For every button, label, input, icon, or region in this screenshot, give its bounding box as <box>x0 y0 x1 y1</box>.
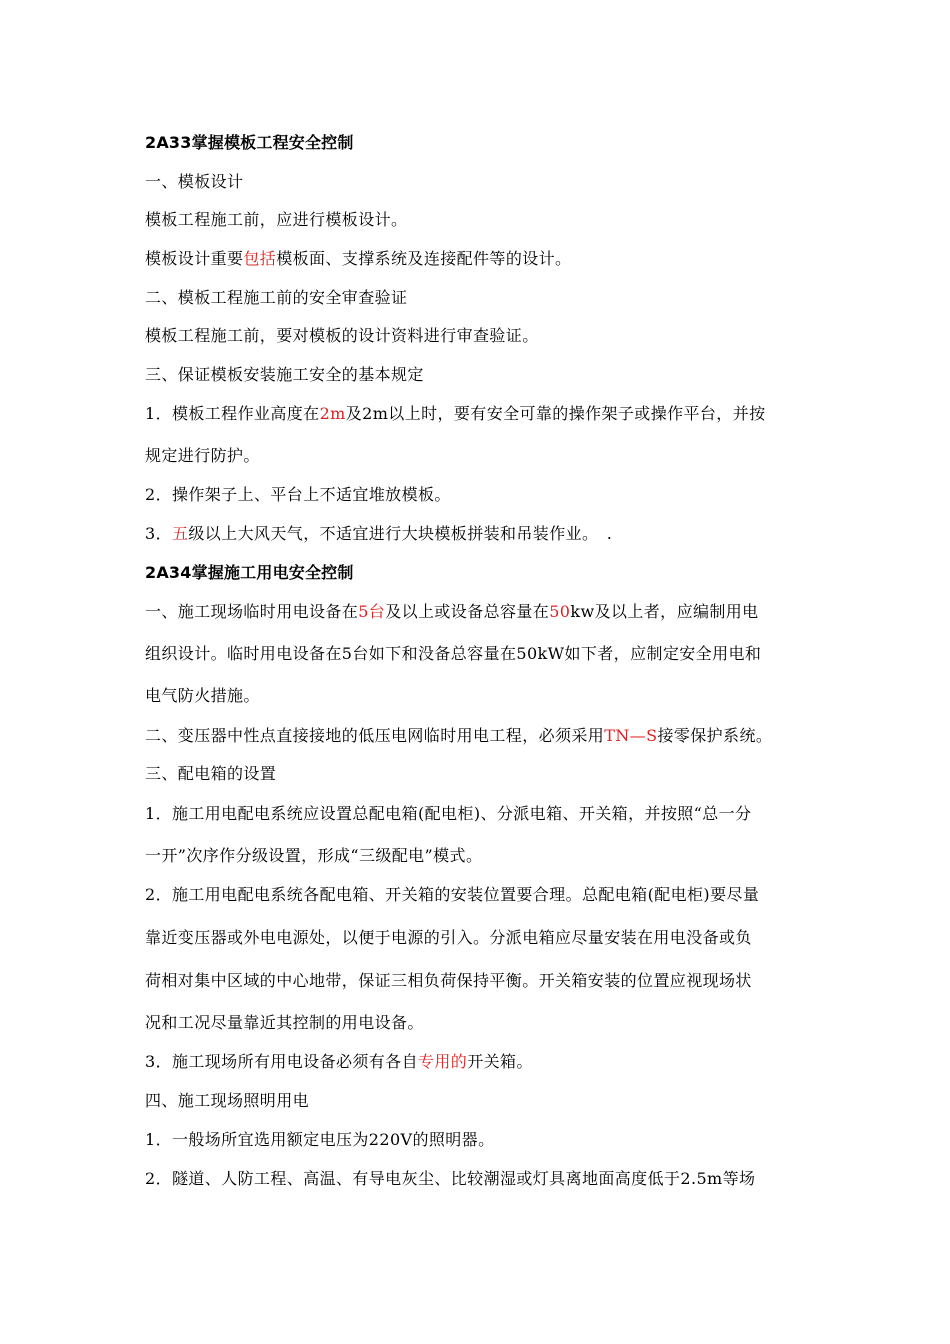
subsection-title-distribution-box: 三、配电箱的设置 <box>145 764 277 783</box>
text-run: 及以上或设备总容量在 <box>385 602 550 621</box>
rule-item <box>145 404 815 424</box>
rule-item: 1．一般场所宜选用额定电压为220V的照明器。 <box>145 1130 495 1149</box>
text-run: 二、变压器中性点直接接地的低压电网临时用电工程，必须采用 <box>145 726 605 745</box>
text-run: 及2m以上时，要有安全可靠的操作架子或操作平台，并按 <box>345 404 766 423</box>
highlight-text: 50 <box>549 602 571 621</box>
text-run: 接零保护系统。 <box>657 726 773 745</box>
rule-item-continued: 一开”次序作分级设置，形成“三级配电”模式。 <box>145 846 483 865</box>
rule-item: 2．操作架子上、平台上不适宜堆放模板。 <box>145 485 451 504</box>
paragraph <box>145 602 815 622</box>
highlight-text: 5台 <box>358 602 386 621</box>
highlight-text: 专用的 <box>417 1052 468 1071</box>
text-run: 模板设计重要 <box>145 249 244 268</box>
rule-item-continued: 靠近变压器或外电电源处，以便于电源的引入。分派电箱应尽量安装在用电没备或负 <box>145 928 752 947</box>
section-heading-2a34: 2A34掌握施工用电安全控制 <box>145 563 354 582</box>
subsection-title-review: 二、模板工程施工前的安全审查验证 <box>145 288 408 307</box>
text-run: 3．施工现场所有用电设备必须有各自 <box>145 1052 418 1071</box>
rule-item-continued: 规定进行防护。 <box>145 446 260 465</box>
paragraph: 模板工程施工前，应进行模板设计。 <box>145 210 408 229</box>
rule-item <box>145 524 815 544</box>
paragraph <box>145 249 815 269</box>
text-run: 1．模板工程作业高度在 <box>145 404 320 423</box>
rule-item: 2．施工用电配电系统各配电箱、开关箱的安装位置要合理。总配电箱(配电柜)要尽量 <box>145 885 760 904</box>
rule-item: 2．隧道、人防工程、高温、有导电灰尘、比较潮湿或灯具离地面高度低于2.5m等场 <box>145 1169 756 1188</box>
paragraph-continued: 组织设计。临时用电设备在5台如下和没备总容量在50kW如下者，应制定安全用电和 <box>145 644 762 663</box>
highlight-text: 五 <box>171 524 189 543</box>
section-heading-2a33: 2A33掌握模板工程安全控制 <box>145 133 354 152</box>
paragraph: 模板工程施工前，要对模板的设计资料进行审查验证。 <box>145 326 539 345</box>
text-run: 开关箱。 <box>467 1052 533 1071</box>
highlight-text: 2m <box>319 404 346 423</box>
highlight-text: TN—S <box>604 726 658 745</box>
rule-item-continued: 荷相对集中区域的中心地带，保证三相负荷保持平衡。开关箱安装的位置应视现场状 <box>145 971 752 990</box>
subsection-title-rules: 三、保证模板安装施工安全的基本规定 <box>145 365 424 384</box>
paragraph-continued: 电气防火措施。 <box>145 686 260 705</box>
text-run: 级以上大风天气，不适宜进行大块模板拼装和吊装作业。 . <box>188 524 613 543</box>
paragraph <box>145 726 815 746</box>
highlight-text: 包括 <box>243 249 277 268</box>
text-run: 3． <box>145 524 172 543</box>
rule-item: 1．施工用电配电系统应设置总配电箱(配电柜)、分派电箱、开关箱，并按照“总一分 <box>145 804 752 823</box>
text-run: 一、施工现场临时用电设备在 <box>145 602 359 621</box>
text-run: 模板面、支撑系统及连接配件等的设计。 <box>276 249 572 268</box>
rule-item <box>145 1052 815 1072</box>
subsection-title-template-design: 一、模板设计 <box>145 172 244 191</box>
rule-item-continued: 况和工况尽量靠近其控制的用电设备。 <box>145 1013 424 1032</box>
subsection-title-lighting: 四、施工现场照明用电 <box>145 1091 310 1110</box>
text-run: kw及以上者，应编制用电 <box>570 602 759 621</box>
